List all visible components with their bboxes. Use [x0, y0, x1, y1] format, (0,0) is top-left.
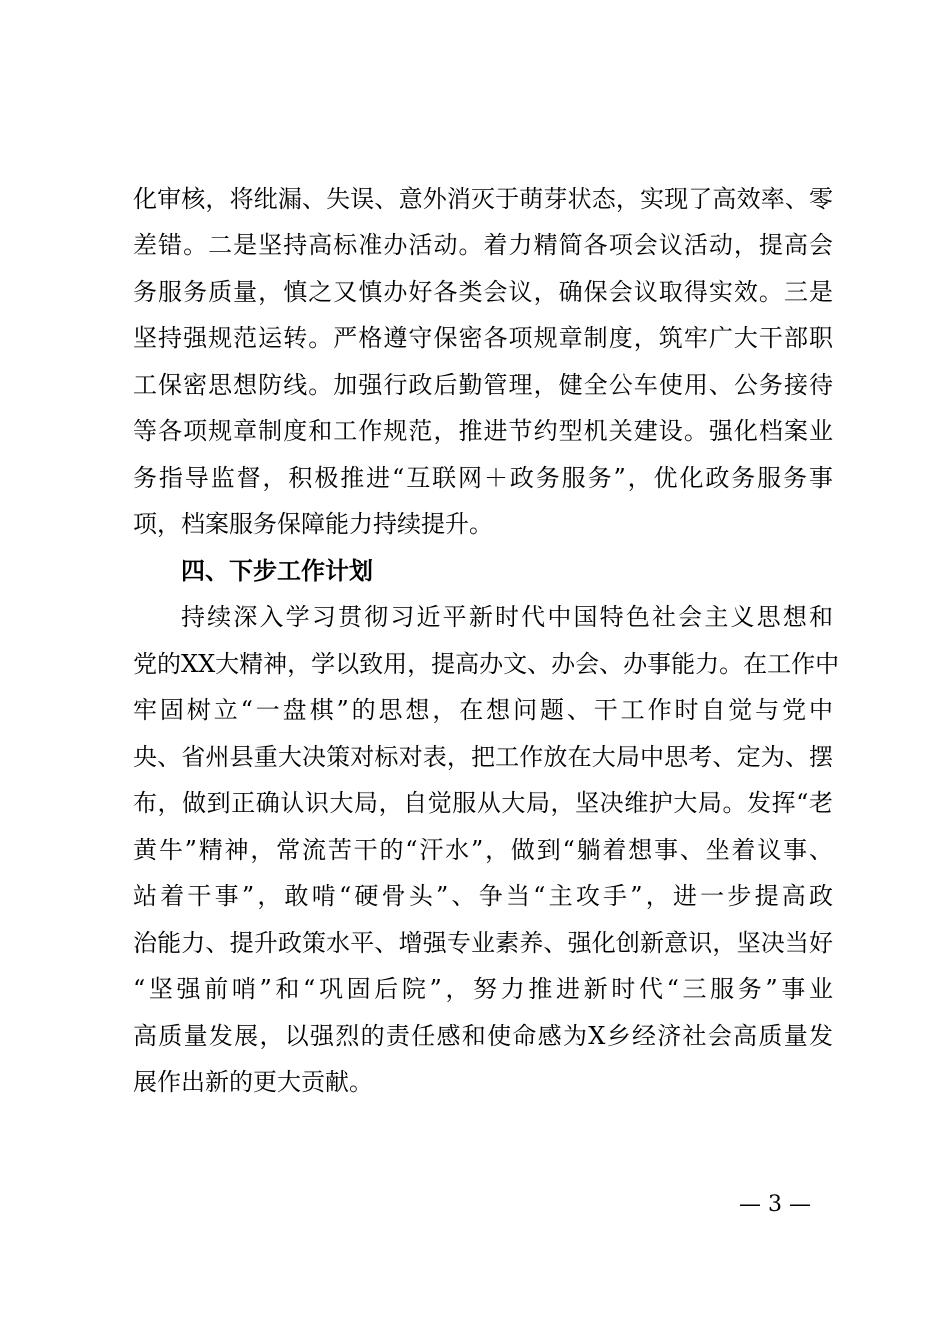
paragraph-1-line-8: 项，档案服务保障能力持续提升。 [133, 510, 493, 538]
paragraph-2-line-7: 站着干事”，敢啃“硬骨头”、争当“主攻手”，进一步提高政 [133, 882, 833, 910]
section-heading: 四、下步工作计划 [181, 557, 373, 585]
paragraph-1-line-5: 工保密思想防线。加强行政后勤管理，健全公车使用、公务接待 [133, 371, 833, 399]
paragraph-1-line-4: 坚持强规范运转。严格遵守保密各项规章制度，筑牢广大干部职 [133, 324, 833, 352]
paragraph-2-line-5: 布，做到正确认识大局，自觉服从大局，坚决维护大局。发挥“老 [133, 789, 833, 817]
paragraph-2-line-1: 持续深入学习贯彻习近平新时代中国特色社会主义思想和 [181, 603, 833, 631]
paragraph-2-line-10: 高质量发展，以强烈的责任感和使命感为X乡经济社会高质量发 [133, 1022, 833, 1050]
paragraph-1-line-3: 务服务质量，慎之又慎办好各类会议，确保会议取得实效。三是 [133, 278, 833, 306]
paragraph-2-line-4: 央、省州县重大决策对标对表，把工作放在大局中思考、定为、摆 [133, 743, 833, 771]
paragraph-2-line-8: 治能力、提升政策水平、增强专业素养、强化创新意识，坚决当好 [133, 929, 833, 957]
paragraph-1-line-1: 化审核，将纰漏、失误、意外消灭于萌芽状态，实现了高效率、零 [133, 185, 833, 213]
paragraph-1-line-6: 等各项规章制度和工作规范，推进节约型机关建设。强化档案业 [133, 417, 833, 445]
paragraph-2-line-6: 黄牛”精神，常流苦干的“汗水”，做到“躺着想事、坐着议事、 [133, 836, 833, 864]
paragraph-2-line-11: 展作出新的更大贡献。 [133, 1068, 373, 1096]
paragraph-2-line-2: 党的XX大精神，学以致用，提高办文、办会、办事能力。在工作中 [133, 650, 840, 678]
paragraph-1-line-2: 差错。二是坚持高标准办活动。着力精简各项会议活动，提高会 [133, 231, 833, 259]
paragraph-1-line-7: 务指导监督，积极推进“互联网＋政务服务”，优化政务服务事 [133, 464, 833, 492]
page-number: — 3 — [739, 1192, 811, 1217]
paragraph-2-line-3: 牢固树立“一盘棋”的思想，在想问题、干工作时自觉与党中 [133, 696, 833, 724]
paragraph-2-line-9: “坚强前哨”和“巩固后院”，努力推进新时代“三服务”事业 [133, 975, 833, 1003]
